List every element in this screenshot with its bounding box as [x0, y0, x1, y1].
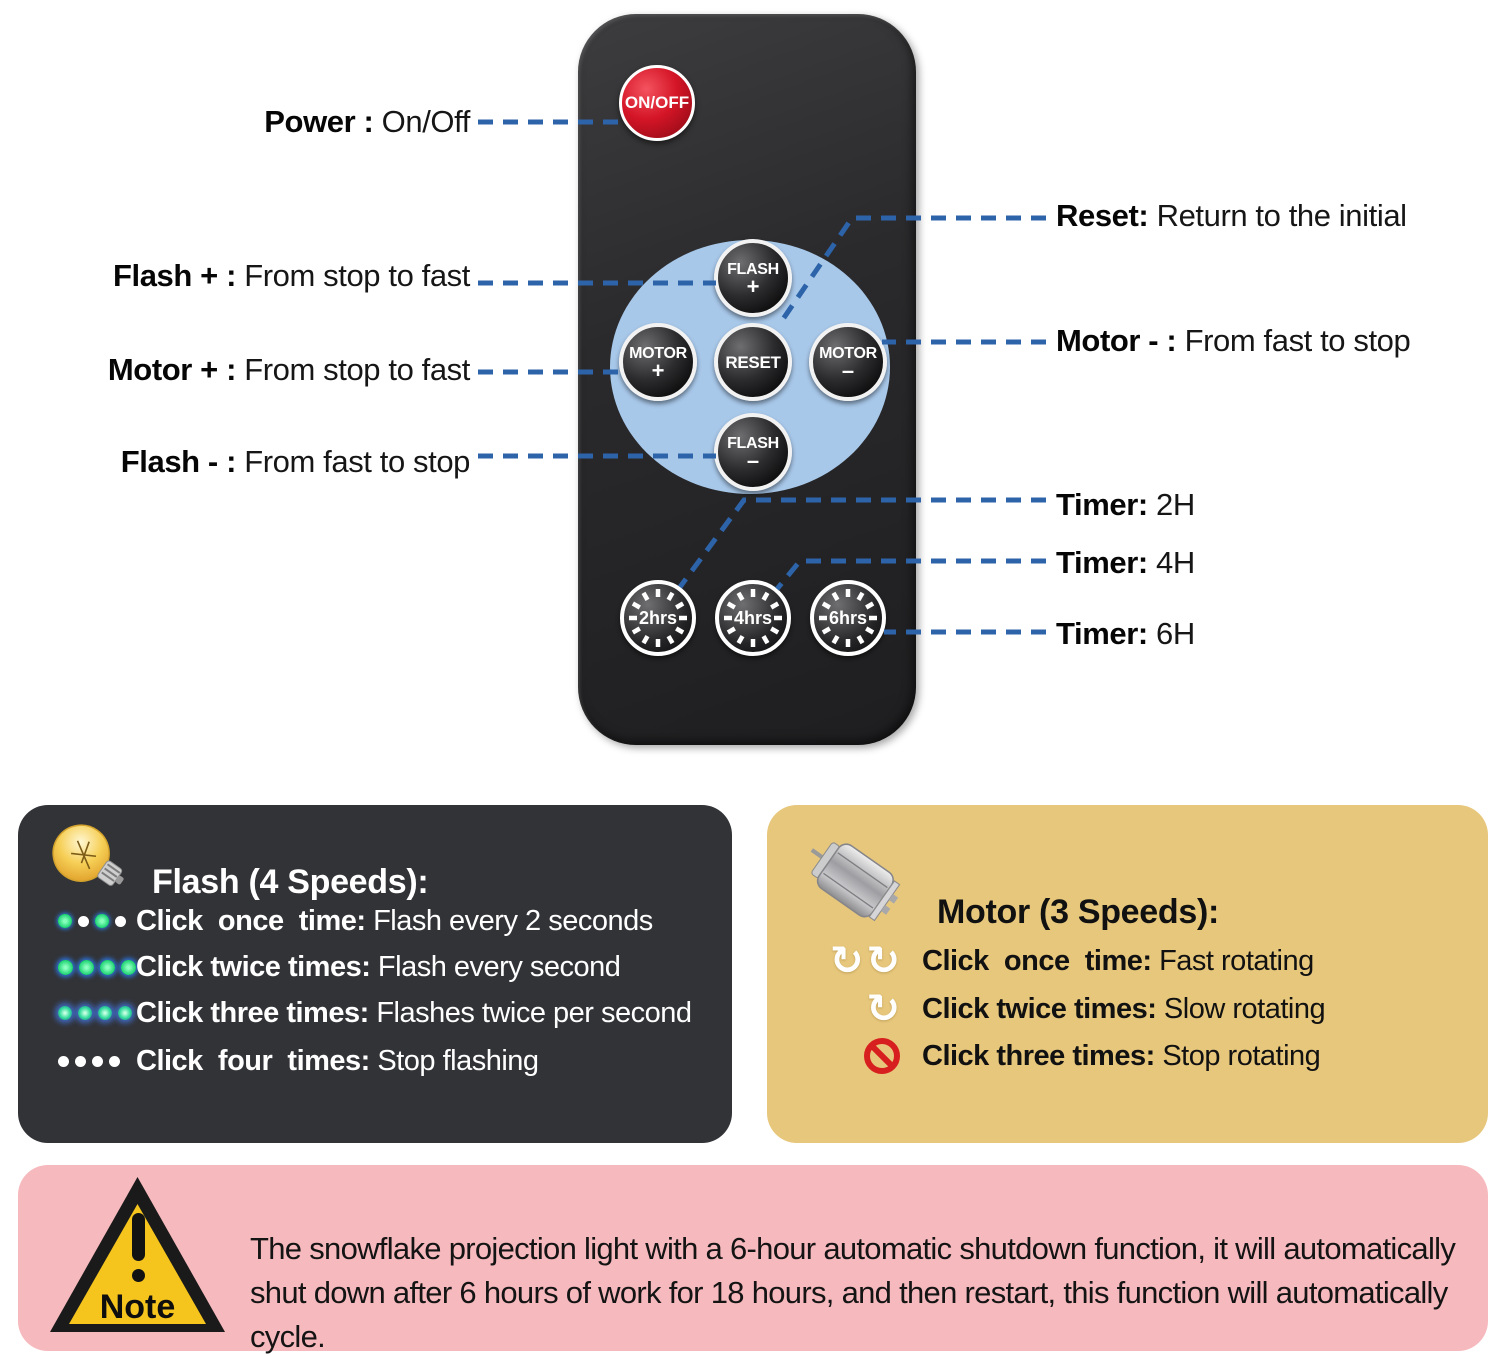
annotation-flash-plus: Flash + : From stop to fast — [112, 258, 470, 293]
dc-motor-icon — [799, 823, 914, 943]
annotation-motor-minus: Motor - : From fast to stop — [1056, 323, 1411, 358]
note-label: Note — [99, 1288, 176, 1326]
dot-icon — [58, 1006, 72, 1020]
annotation-timer-6h: Timer: 6H — [1056, 616, 1195, 651]
dot-icon — [78, 916, 89, 927]
flash-minus-button[interactable]: FLASH – — [714, 413, 792, 491]
annotation-flash-minus: Flash - : From fast to stop — [120, 444, 470, 479]
annotation-power: Power : On/Off — [264, 104, 470, 139]
four-dots-green-glow-icon — [58, 1006, 136, 1020]
note-text: The snowflake projection light with a 6-hour automatic shutdown function, it will automatically shut down after 6 hours of work for 18 hours, and then restart, this function will automatically cycle. — [250, 1231, 1456, 1354]
motor-plus-button[interactable]: MOTOR + — [619, 323, 697, 401]
flash-panel-title: Flash (4 Speeds): — [152, 863, 429, 901]
motor-speed-row: Click three times: Stop rotating — [812, 1033, 1480, 1079]
light-bulb-icon — [42, 817, 142, 907]
no-symbol-icon — [812, 1038, 900, 1074]
power-button[interactable] — [619, 65, 695, 141]
annotation-reset: Reset: Return to the initial — [1056, 198, 1407, 233]
four-dots-white-icon — [58, 1056, 136, 1067]
dot-icon — [79, 960, 94, 975]
annotation-timer-2h: Timer: 2H — [1056, 487, 1195, 522]
timer-4hrs-button[interactable]: 4hrs — [715, 580, 791, 656]
annotation-timer-4h: Timer: 4H — [1056, 545, 1195, 580]
motor-speeds-panel — [767, 805, 1488, 1143]
flash-speed-row: Click twice times: Flash every second — [58, 946, 724, 988]
dot-icon — [109, 1056, 120, 1067]
motor-minus-button[interactable]: MOTOR – — [809, 323, 887, 401]
warning-triangle-icon — [50, 1177, 225, 1332]
flash-speed-row: Click once time: Flash every 2 seconds — [58, 900, 724, 942]
dot-icon — [78, 1006, 92, 1020]
four-dots-green-icon — [58, 960, 136, 975]
four-dots-green-white-icon — [58, 914, 136, 928]
dot-icon — [58, 1056, 69, 1067]
motor-speed-row: ↻ Click twice times: Slow rotating — [812, 986, 1480, 1032]
flash-speed-row: Click three times: Flashes twice per second — [58, 992, 724, 1034]
reset-button[interactable]: RESET — [714, 323, 792, 401]
note-panel — [18, 1165, 1488, 1354]
motor-speed-row: ↻ ↻ Click once time: Fast rotating — [812, 938, 1480, 984]
dot-icon — [121, 960, 136, 975]
timer-6hrs-button[interactable]: 6hrs — [810, 580, 886, 656]
timer-2hrs-button[interactable]: 2hrs — [620, 580, 696, 656]
dot-icon — [98, 1006, 112, 1020]
single-rotate-icon: ↻ — [866, 986, 900, 1032]
flash-speeds-panel — [18, 805, 732, 1143]
dot-icon — [75, 1056, 86, 1067]
annotation-motor-plus: Motor + : From stop to fast — [107, 352, 470, 387]
motor-panel-title: Motor (3 Speeds): — [937, 893, 1220, 931]
power-button-label: ON/OFF — [624, 93, 690, 112]
exclamation-icon — [132, 1213, 145, 1261]
dot-icon — [92, 1056, 103, 1067]
flash-plus-button[interactable]: FLASH + — [714, 239, 792, 317]
dot-icon — [95, 914, 109, 928]
flash-speed-row: Click four times: Stop flashing — [58, 1040, 724, 1082]
dot-icon — [100, 960, 115, 975]
dot-icon — [58, 914, 72, 928]
double-rotate-icon: ↻ ↻ — [829, 938, 900, 984]
dot-icon — [115, 916, 126, 927]
dot-icon — [118, 1006, 132, 1020]
dot-icon — [58, 960, 73, 975]
